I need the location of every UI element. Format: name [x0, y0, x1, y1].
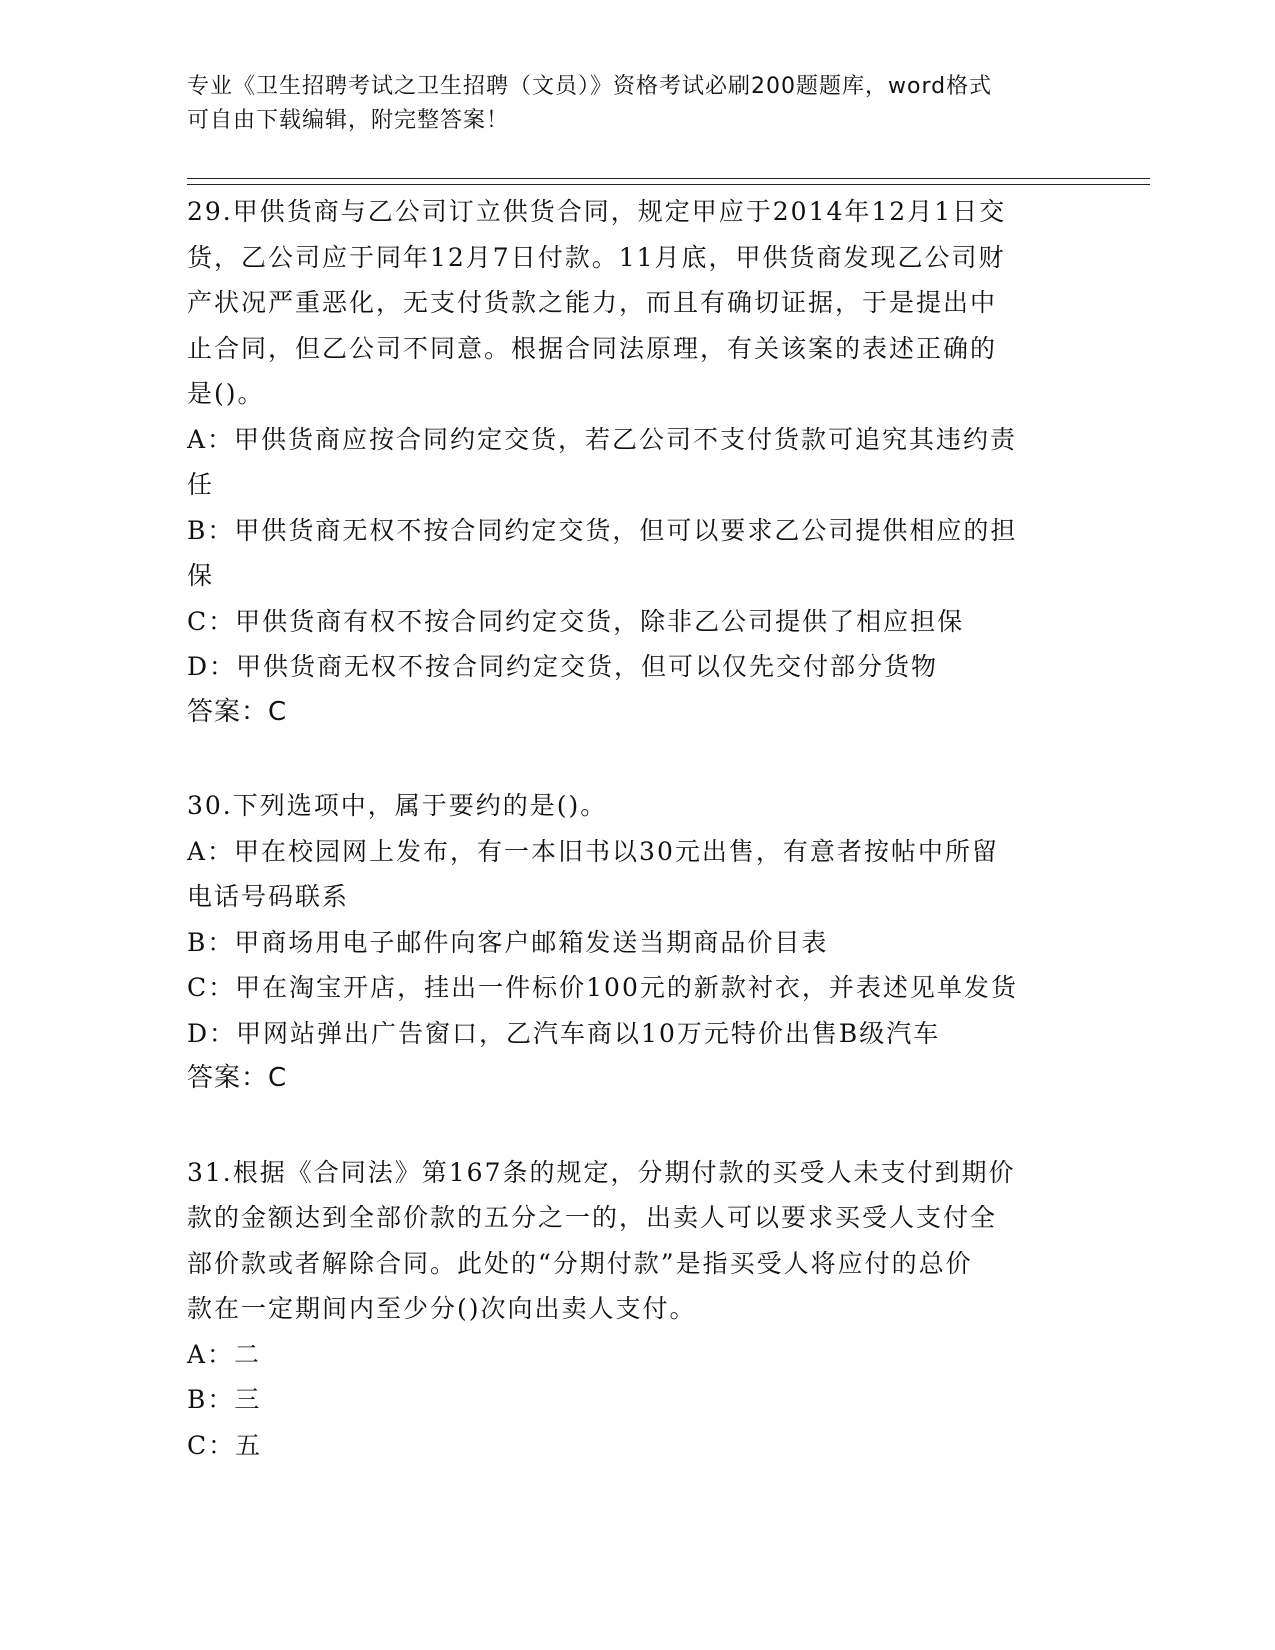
option-a: A：甲供货商应按合同约定交货，若乙公司不支付货款可追究其违约责	[187, 424, 1018, 454]
question-list	[187, 189, 1087, 1468]
question-text: 止合同，但乙公司不同意。根据合同法原理，有关该案的表述正确的	[187, 333, 998, 363]
option-c: C：甲在淘宝开店，挂出一件标价100元的新款衬衣，并表述见单发货	[187, 973, 1018, 1002]
header-rule-bottom	[187, 184, 1150, 185]
option-b-continued: 保	[187, 561, 215, 590]
question-text: 是()。	[187, 379, 265, 408]
question-spacer	[187, 1102, 1087, 1150]
option-a-continued: 电话号码联系	[187, 882, 350, 911]
option-c: C：五	[187, 1430, 263, 1460]
question-spacer	[187, 735, 1087, 783]
question-text: 货，乙公司应于同年12月7日付款。11月底，甲供货商发现乙公司财	[187, 242, 1006, 272]
option-a: A：二	[187, 1339, 262, 1369]
question-text: 31.根据《合同法》第167条的规定，分期付款的买受人未支付到期价	[187, 1157, 1016, 1187]
question-text: 30.下列选项中，属于要约的是()。	[187, 791, 608, 820]
question-31	[187, 1150, 1087, 1469]
question-text: 29.甲供货商与乙公司订立供货合同，规定甲应于2014年12月1日交	[187, 197, 1007, 226]
question-29	[187, 189, 1087, 735]
option-a: A：甲在校园网上发布，有一本旧书以30元出售，有意者按帖中所留	[187, 836, 999, 866]
option-b: B：甲供货商无权不按合同约定交货，但可以要求乙公司提供相应的担	[187, 515, 1018, 545]
option-d: D：甲网站弹出广告窗口，乙汽车商以10万元特价出售B级汽车	[187, 1018, 941, 1048]
option-b: B：三	[187, 1385, 262, 1414]
option-c: C：甲供货商有权不按合同约定交货，除非乙公司提供了相应担保	[187, 606, 965, 636]
question-text: 款的金额达到全部价款的五分之一的，出卖人可以要求买受人支付全	[187, 1203, 998, 1232]
question-text: 产状况严重恶化，无支付货款之能力，而且有确切证据，于是提出中	[187, 288, 998, 317]
header-rule-top	[187, 178, 1150, 179]
answer-label: 答案：C	[187, 696, 288, 727]
question-text: 款在一定期间内至少分()次向出卖人支付。	[187, 1294, 697, 1323]
option-d: D：甲供货商无权不按合同约定交货，但可以仅先交付部分货物	[187, 652, 939, 681]
question-text: 部价款或者解除合同。此处的“分期付款”是指买受人将应付的总价	[187, 1248, 973, 1278]
header-line: 专业《卫生招聘考试之卫生招聘（文员）》资格考试必刷200题题库，word格式	[187, 74, 993, 99]
option-b: B：甲商场用电子邮件向客户邮箱发送当期商品价目表	[187, 927, 829, 957]
option-a-continued: 任	[187, 470, 215, 499]
answer-label: 答案：C	[187, 1063, 288, 1093]
question-30	[187, 783, 1087, 1102]
header-line: 可自由下载编辑，附完整答案！	[187, 108, 510, 133]
document-header	[187, 70, 1087, 138]
